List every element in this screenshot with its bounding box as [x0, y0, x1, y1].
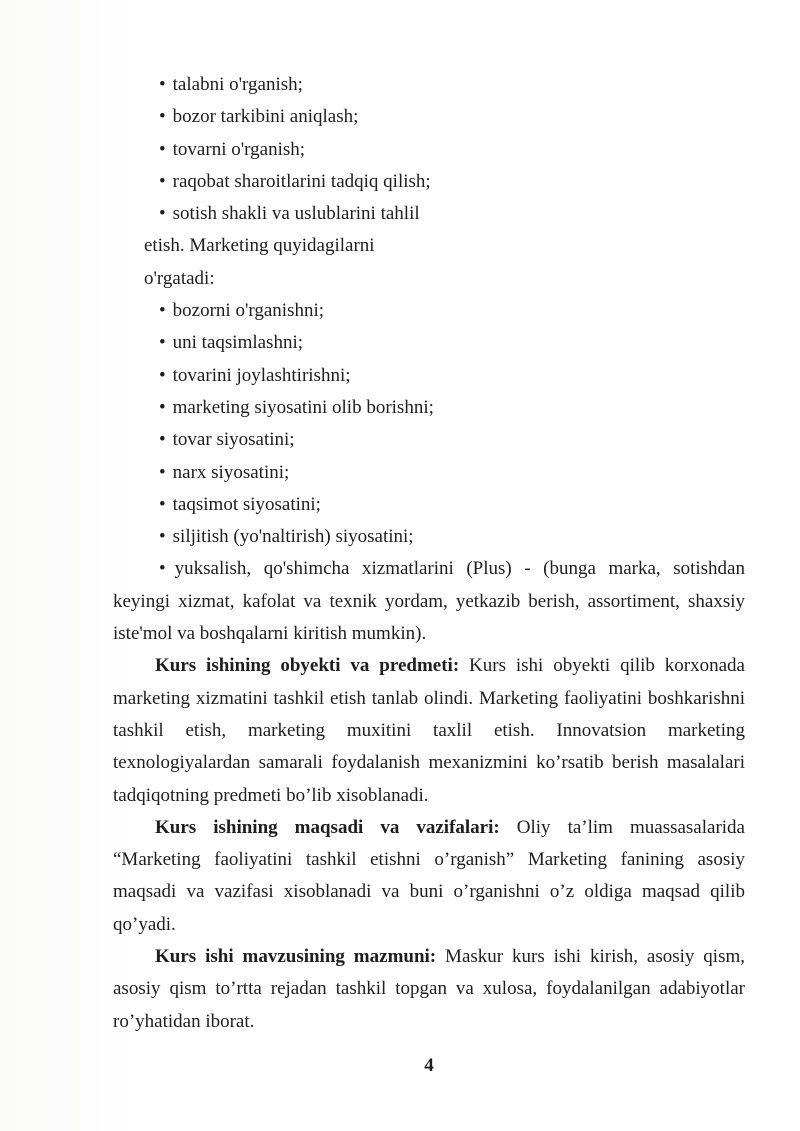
list-item-continuation	[113, 263, 745, 295]
bullet-icon: •	[159, 461, 166, 483]
paragraph-text: “Marketing faoliyatini tashkil etishni o’rganish” Marketing fanining asosiy	[113, 849, 745, 871]
bullet-icon: •	[159, 364, 166, 386]
list-item	[113, 198, 745, 230]
paragraph-text: asosiy qism to’rtta rejadan tashkil topgan va xulosa, foydalanilgan adabiyotlar	[113, 978, 745, 1000]
paragraph-text: texnologiyalardan samarali foydalanish mexanizmini ko’rsatib berish masalalari	[113, 752, 745, 774]
paragraph-text: maqsadi va vazifasi xisoblanadi va buni o’rganishni o’z oldiga maqsad qilib	[113, 881, 745, 903]
list-item	[113, 69, 745, 101]
paragraph-line	[113, 747, 745, 779]
paragraph-line	[113, 909, 745, 941]
page-content	[113, 69, 745, 1082]
list-item	[113, 360, 745, 392]
list-item	[113, 457, 745, 489]
paragraph-line	[113, 1006, 745, 1038]
paragraph-text: Maskur kurs ishi kirish, asosiy qism,	[445, 946, 746, 968]
paragraph-text: Oliy ta’lim muassasalarida	[516, 816, 745, 838]
paragraph-line	[113, 876, 745, 908]
plus-item-text: keyingi xizmat, kafolat va texnik yordam, yetkazib berish, assortiment, shaxsiy	[113, 590, 745, 612]
bullet-icon: •	[159, 203, 166, 225]
paragraph-text: ro’yhatidan iborat.	[113, 1010, 255, 1032]
paragraph-text: tadqiqotning predmeti bo’lib xisoblanadi.	[113, 784, 429, 806]
list-item-text: talabni o'rganish;	[172, 74, 303, 95]
list-item-continuation	[113, 230, 745, 262]
bullet-icon: •	[159, 332, 166, 354]
list-item-text: sotish shakli va uslublarini tahlil	[172, 203, 420, 225]
list-item-text: tovar siyosatini;	[172, 429, 295, 451]
paragraph-line	[113, 780, 745, 812]
paragraph-line	[113, 683, 745, 715]
list-item	[113, 327, 745, 359]
bullet-icon: •	[159, 396, 166, 418]
list-item-text: etish. Marketing quyidagilarni	[144, 235, 375, 257]
plus-item-line	[113, 618, 745, 650]
list-item-text: uni taqsimlashni;	[172, 332, 304, 354]
list-item-text: siljitish (yo'naltirish) siyosatini;	[172, 526, 414, 548]
list-item-text: raqobat sharoitlarini tadqiq qilish;	[172, 170, 431, 192]
list-item	[113, 392, 745, 424]
list-item	[113, 134, 745, 166]
page-number: 4	[424, 1054, 434, 1076]
plus-item-text: yuksalish, qo'shimcha xizmatlarini (Plus) - (bunga marka, sotishdan	[174, 558, 745, 580]
paragraph-line	[113, 941, 745, 973]
paragraph-lead: Kurs ishi mavzusining mazmuni:	[155, 946, 437, 968]
list-item-text: bozor tarkibini aniqlash;	[172, 106, 359, 128]
paragraph-line	[113, 973, 745, 1005]
paragraph-line	[113, 650, 745, 682]
list-item-text: o'rgatadi:	[144, 267, 215, 289]
bullet-icon: •	[159, 493, 166, 515]
list-item	[113, 424, 745, 456]
paragraph-text: Kurs ishi obyekti qilib korxonada	[469, 655, 745, 677]
list-item	[113, 101, 745, 133]
bullet-icon: •	[159, 74, 166, 95]
list-item	[113, 295, 745, 327]
list-item-text: narx siyosatini;	[172, 461, 290, 483]
list-item	[113, 489, 745, 521]
paragraph-line	[113, 812, 745, 844]
bullet-icon: •	[159, 170, 166, 192]
plus-item-text: iste'mol va boshqalarni kiritish mumkin).	[113, 623, 427, 645]
list-item	[113, 521, 745, 553]
paragraph-lead: Kurs ishining obyekti va predmeti:	[155, 655, 460, 677]
paragraph-text: marketing xizmatini tashkil etish tanlab olindi. Marketing faoliyatini boshkarishni	[113, 687, 745, 709]
bullet-icon: •	[159, 429, 166, 451]
list-item-text: bozorni o'rganishni;	[172, 300, 325, 322]
list-item-text: tovarni o'rganish;	[172, 138, 306, 160]
list-item-text: taqsimot siyosatini;	[172, 493, 321, 515]
list-item	[113, 166, 745, 198]
plus-item-line	[113, 553, 745, 585]
paragraph-line	[113, 715, 745, 747]
bullet-icon: •	[159, 138, 166, 160]
bullet-icon: •	[159, 526, 166, 548]
bullet-icon: •	[159, 300, 166, 322]
paragraph-text: qo’yadi.	[113, 913, 176, 935]
paragraph-line	[113, 844, 745, 876]
list-item-text: tovarini joylashtirishni;	[172, 364, 351, 386]
paragraph-lead: Kurs ishining maqsadi va vazifalari:	[155, 816, 500, 838]
list-item-text: marketing siyosatini olib borishni;	[172, 396, 434, 418]
plus-item-line	[113, 586, 745, 618]
paragraph-text: tashkil etish, marketing muxitini taxlil etish. Innovatsion marketing	[113, 719, 745, 741]
bullet-icon: •	[159, 558, 166, 580]
bullet-icon: •	[159, 106, 166, 128]
